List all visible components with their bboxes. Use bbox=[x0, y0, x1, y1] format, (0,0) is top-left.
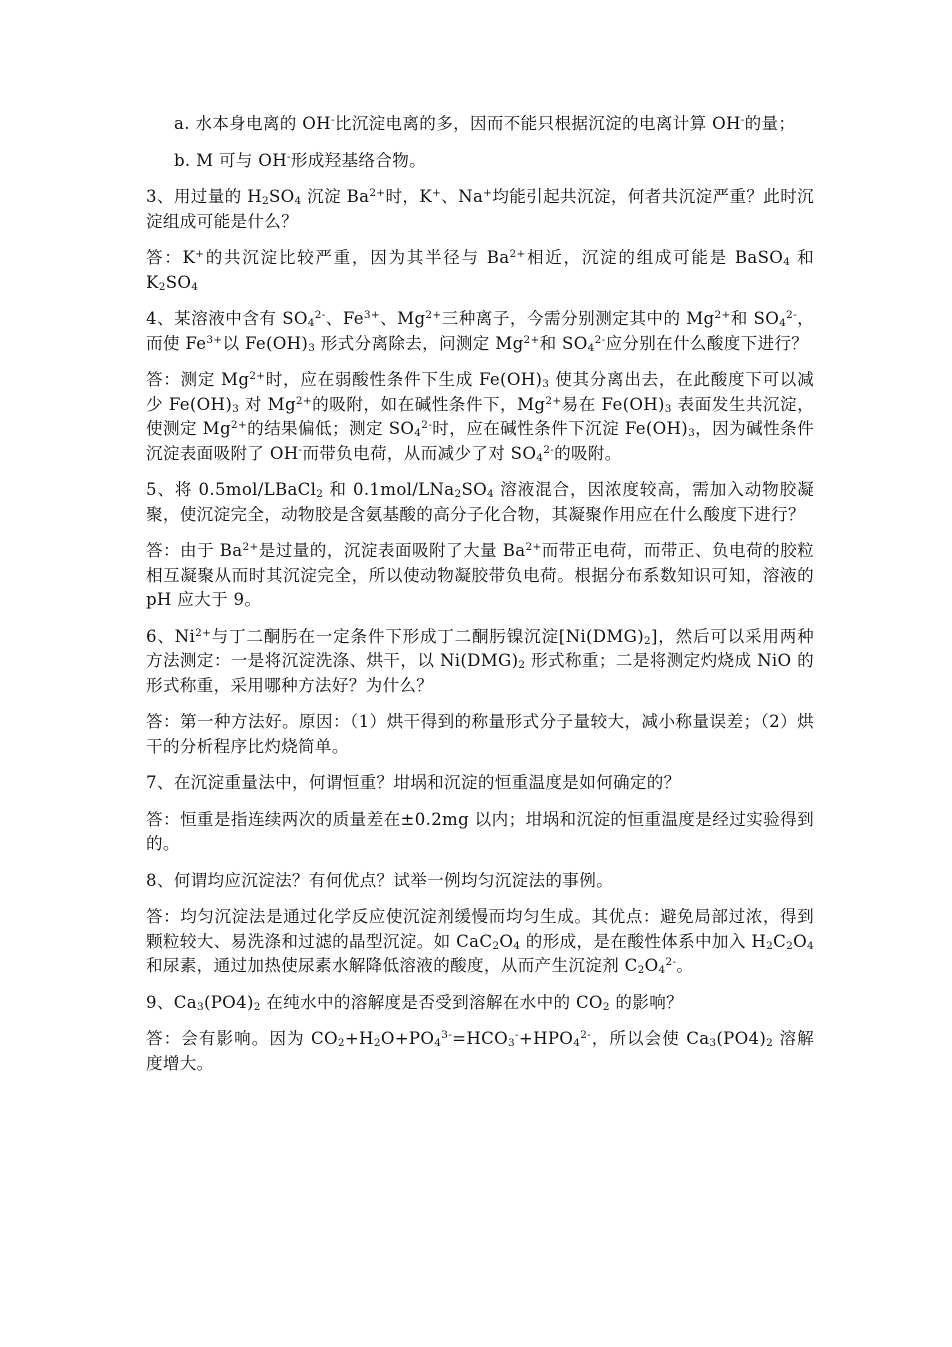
superscript: 2- bbox=[580, 1029, 592, 1041]
subscript: 4 bbox=[658, 964, 666, 976]
text-run: 时，应在弱酸性条件下生成 Fe(OH) bbox=[265, 370, 543, 389]
text-run: 均能引起共沉淀，何者共沉淀严重？此时沉淀组成可能是什么？ bbox=[146, 187, 815, 231]
subscript: 3 bbox=[709, 1037, 717, 1049]
superscript: - bbox=[515, 1029, 519, 1041]
superscript: 3- bbox=[441, 1029, 453, 1041]
text-run: 4、某溶液中含有 SO bbox=[146, 309, 308, 328]
subscript: 4 bbox=[513, 939, 521, 952]
paragraph-12 bbox=[146, 808, 814, 857]
text-run: 的共沉淀比较严重，因为其半径与 Ba bbox=[204, 248, 510, 267]
superscript: 3+ bbox=[363, 309, 380, 321]
subscript: 2 bbox=[602, 1000, 610, 1013]
text-run: 是过量的，沉淀表面吸附了大量 Ba bbox=[258, 541, 526, 560]
text-run: 和 SO bbox=[539, 333, 588, 353]
text-run: 、Fe bbox=[325, 309, 364, 328]
paragraph-16 bbox=[146, 1027, 814, 1076]
text-run: 使其分离出去，在此酸度下可以减少 Fe(OH) bbox=[146, 370, 814, 414]
text-run: O bbox=[793, 931, 807, 951]
text-run: 沉淀 Ba bbox=[301, 187, 370, 206]
superscript: 2- bbox=[421, 419, 433, 431]
text-run: 溶液混合，因浓度较高，需加入动物胶凝聚，使沉淀完全，动物胶是含氨基酸的高分子化合物，其凝聚作用应在什么酸度下进行？ bbox=[146, 480, 814, 524]
text-run: 易在 Fe(OH) bbox=[561, 394, 665, 414]
paragraph-9 bbox=[146, 625, 814, 699]
text-run: 5、将 0.5mol/LBaCl bbox=[146, 480, 317, 499]
subscript: 4 bbox=[587, 341, 595, 354]
text-run: 、Na bbox=[441, 187, 484, 206]
text-run: 6、Ni bbox=[146, 626, 196, 646]
text-run: SO bbox=[268, 187, 295, 206]
text-run: 答：恒重是指连续两次的质量差在±0.2mg 以内；坩埚和沉淀的恒重温度是经过实验得到的。 bbox=[146, 809, 814, 853]
text-run: O bbox=[644, 956, 659, 975]
paragraph-6 bbox=[146, 368, 814, 466]
text-run: 与丁二酮肟在一定条件下形成丁二酮肟镍沉淀[Ni(DMG) bbox=[211, 626, 645, 646]
subscript: 4 bbox=[434, 1037, 442, 1049]
superscript: 2- bbox=[786, 309, 797, 321]
text-run: 答：测定 Mg bbox=[146, 370, 250, 389]
text-run: 的吸附。 bbox=[554, 443, 622, 463]
subscript: 3 bbox=[508, 1037, 515, 1049]
text-run: 时，K bbox=[385, 187, 433, 206]
text-run: (PO4) bbox=[716, 1029, 767, 1048]
text-run: 和 SO bbox=[730, 309, 780, 328]
subscript: 3 bbox=[688, 427, 696, 439]
text-run: 和 K bbox=[146, 248, 815, 292]
superscript: 2- bbox=[314, 309, 326, 321]
text-run: 以 Fe(OH) bbox=[222, 333, 309, 353]
text-run: 答：会有影响。因为 CO bbox=[146, 1029, 338, 1048]
text-run: a. 水本身电离的 OH bbox=[174, 114, 331, 133]
subscript: 2 bbox=[766, 939, 774, 952]
paragraph-14 bbox=[146, 905, 814, 979]
text-run: ，因为碱性条件沉淀表面吸附了 OH bbox=[146, 419, 815, 463]
subscript: 2 bbox=[158, 280, 166, 293]
superscript: + bbox=[432, 187, 442, 199]
text-run: C bbox=[773, 931, 787, 951]
subscript: 2 bbox=[637, 964, 645, 976]
subscript: 4 bbox=[487, 488, 494, 500]
text-run: 形成羟基络合物。 bbox=[290, 150, 426, 170]
superscript: 2+ bbox=[714, 309, 731, 321]
paragraph-2 bbox=[146, 149, 814, 174]
superscript: + bbox=[483, 187, 493, 199]
subscript: 4 bbox=[573, 1037, 581, 1049]
subscript: 2 bbox=[786, 939, 794, 952]
subscript: 4 bbox=[294, 195, 302, 207]
text-run: SO bbox=[461, 480, 488, 499]
subscript: 3 bbox=[308, 341, 316, 354]
subscript: 4 bbox=[779, 317, 787, 329]
superscript: 2+ bbox=[369, 187, 386, 199]
subscript: 3 bbox=[542, 378, 550, 390]
paragraph-15 bbox=[146, 991, 814, 1016]
paragraph-3 bbox=[146, 185, 814, 234]
subscript: 4 bbox=[783, 256, 791, 268]
text-run: 的影响？ bbox=[609, 992, 683, 1012]
text-run: +H bbox=[344, 1029, 374, 1048]
text-run: SO bbox=[165, 272, 192, 292]
text-run: 三种离子，今需分别测定其中的 Mg bbox=[441, 309, 715, 328]
text-run: 对 Mg bbox=[239, 394, 296, 414]
text-run: 的形成，是在酸性体系中加入 H bbox=[520, 931, 767, 951]
text-run: 应分别在什么酸度下进行？ bbox=[605, 333, 809, 353]
subscript: 3 bbox=[664, 402, 672, 415]
text-run: 9、Ca bbox=[146, 992, 197, 1012]
text-run: 7、在沉淀重量法中，何谓恒重？坩埚和沉淀的恒重温度是如何确定的？ bbox=[146, 773, 681, 792]
superscript: - bbox=[740, 114, 745, 126]
superscript: + bbox=[195, 248, 205, 260]
text-run: 相近，沉淀的组成可能是 BaSO bbox=[525, 248, 784, 267]
text-run: 答：由于 Ba bbox=[146, 541, 243, 560]
superscript: - bbox=[286, 150, 291, 163]
text-run: 形式称重；二是将测定灼烧成 NiO 的形式称重，采用哪种方法好？为什么？ bbox=[146, 651, 814, 695]
text-run: 的量； bbox=[744, 114, 796, 133]
paragraph-1 bbox=[146, 112, 814, 137]
text-run: (PO4) bbox=[203, 992, 254, 1012]
text-run: 和 0.1mol/LNa bbox=[323, 480, 455, 499]
text-run: 比沉淀电离的多，因而不能只根据沉淀的电离计算 OH bbox=[334, 114, 741, 133]
superscript: 2+ bbox=[525, 541, 542, 553]
paragraph-7 bbox=[146, 478, 814, 527]
text-run: ，所以会使 Ca bbox=[591, 1029, 710, 1048]
text-run: ]，然后可以采用两种方法测定：一是将沉淀洗涤、烘干，以 Ni(DMG) bbox=[146, 626, 814, 670]
subscript: 2 bbox=[337, 1037, 345, 1049]
text-run: b. M 可与 OH bbox=[174, 150, 287, 170]
text-run: 时，应在碱性条件下沉淀 Fe(OH) bbox=[432, 419, 689, 438]
subscript: 4 bbox=[307, 317, 315, 329]
subscript: 2 bbox=[253, 1000, 261, 1013]
subscript: 2 bbox=[518, 659, 526, 671]
text-run: 答：均匀沉淀法是通过化学反应使沉淀剂缓慢而均匀生成。其优点：避免局部过浓，得到颗粒较大、易洗涤和过滤的晶型沉淀。如 CaC bbox=[146, 907, 814, 951]
text-run: 而带负电荷，从而减少了对 SO bbox=[302, 443, 537, 463]
paragraph-13 bbox=[146, 869, 814, 894]
subscript: 3 bbox=[232, 402, 240, 415]
text-run: 。 bbox=[676, 956, 694, 975]
subscript: 2 bbox=[492, 939, 500, 952]
subscript: 4 bbox=[807, 939, 814, 952]
subscript: 2 bbox=[261, 195, 269, 207]
superscript: 2+ bbox=[545, 394, 562, 407]
superscript: 2+ bbox=[523, 333, 540, 346]
text-run: 答：第一种方法好。原因：（1）烘干得到的称量形式分子量较大，减小称量误差；（2）烘干的分析程序比灼烧简单。 bbox=[146, 712, 814, 756]
paragraph-5 bbox=[146, 307, 814, 356]
superscript: 2+ bbox=[242, 541, 259, 553]
text-run: 和尿素，通过加热使尿素水解降低溶液的酸度，从而产生沉淀剂 C bbox=[146, 956, 638, 975]
superscript: 2+ bbox=[425, 309, 442, 321]
text-run: 8、何谓均应沉淀法？有何优点？试举一例均匀沉淀法的事例。 bbox=[146, 870, 613, 890]
text-run: 、Mg bbox=[379, 309, 426, 328]
superscript: 2+ bbox=[509, 248, 526, 260]
text-run: 的结果偏低；测定 SO bbox=[246, 419, 415, 438]
superscript: 2+ bbox=[249, 370, 266, 382]
subscript: 3 bbox=[196, 1000, 204, 1013]
subscript: 2 bbox=[766, 1037, 774, 1049]
paragraph-11 bbox=[146, 771, 814, 796]
superscript: - bbox=[330, 114, 335, 126]
subscript: 2 bbox=[316, 488, 324, 500]
text-run: 而带正电荷，而带正、负电荷的胶粒相互凝聚从而时其沉淀完全，所以使动物凝胶带负电荷。根据分布系数知识可知，溶液的 pH 应大于 9。 bbox=[146, 541, 814, 609]
paragraph-4 bbox=[146, 246, 814, 295]
text-run: 形式分离除去，问测定 Mg bbox=[315, 333, 524, 353]
text-run: 表面发生共沉淀，使测定 Mg bbox=[146, 394, 814, 438]
superscript: 2- bbox=[665, 956, 677, 968]
superscript: - bbox=[298, 443, 303, 456]
text-run: 溶解度增大。 bbox=[146, 1029, 814, 1073]
superscript: 2- bbox=[594, 333, 606, 346]
subscript: 2 bbox=[644, 634, 651, 647]
superscript: 2+ bbox=[195, 626, 212, 639]
superscript: 3+ bbox=[206, 333, 223, 346]
text-run: 的吸附，如在碱性条件下，Mg bbox=[311, 394, 546, 414]
subscript: 4 bbox=[536, 451, 544, 464]
subscript: 2 bbox=[373, 1037, 381, 1049]
superscript: 2+ bbox=[295, 394, 312, 407]
superscript: 2+ bbox=[230, 419, 247, 431]
paragraph-8 bbox=[146, 539, 814, 613]
text-run: 3、用过量的 H bbox=[146, 187, 262, 206]
subscript: 4 bbox=[191, 280, 199, 293]
text-run: 在纯水中的溶解度是否受到溶解在水中的 CO bbox=[260, 992, 603, 1012]
text-run: O+PO bbox=[380, 1029, 435, 1048]
text-run: ，而使 Fe bbox=[146, 309, 814, 353]
text-run: +HPO bbox=[518, 1029, 574, 1048]
text-run: =HCO bbox=[452, 1029, 509, 1048]
superscript: 2- bbox=[543, 443, 555, 456]
subscript: 4 bbox=[414, 427, 422, 439]
subscript: 2 bbox=[454, 488, 462, 500]
paragraph-10 bbox=[146, 710, 814, 759]
text-run: O bbox=[499, 931, 514, 951]
text-run: 答：K bbox=[146, 248, 196, 267]
